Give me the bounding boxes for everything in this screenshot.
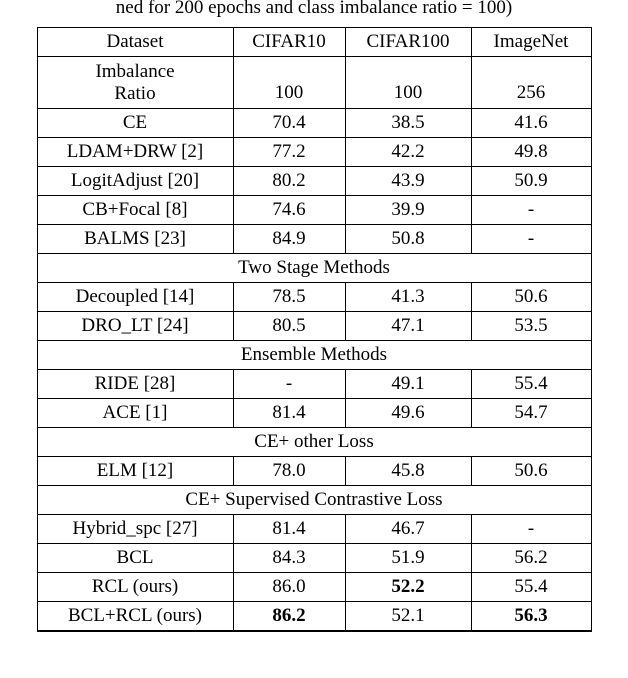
value-cell: 84.3 — [233, 544, 345, 573]
value-cell: - — [471, 515, 591, 544]
header-cell-imagenet: ImageNet — [471, 28, 591, 57]
value-cell: 51.9 — [345, 544, 471, 573]
value-cell: 53.5 — [471, 312, 591, 341]
value-cell: 46.7 — [345, 515, 471, 544]
value-cell: 74.6 — [233, 196, 345, 225]
table-header-row — [37, 28, 591, 57]
table-caption-fragment: ned for 200 epochs and class imbalance ratio = 100) — [115, 0, 513, 18]
value-cell: 55.4 — [471, 573, 591, 602]
section-header: Ensemble Methods — [37, 341, 591, 370]
method-cell: BALMS [23] — [37, 225, 233, 254]
value-cell: 42.2 — [345, 138, 471, 167]
method-cell: BCL — [37, 544, 233, 573]
value-cell: 39.9 — [345, 196, 471, 225]
table-row — [37, 370, 591, 399]
method-cell: RCL (ours) — [37, 573, 233, 602]
value-cell: 50.6 — [471, 457, 591, 486]
value-cell: 52.1 — [345, 602, 471, 631]
table-row — [37, 283, 591, 312]
method-cell: CE — [37, 109, 233, 138]
value-cell: 50.8 — [345, 225, 471, 254]
value-cell: 47.1 — [345, 312, 471, 341]
table-row — [37, 544, 591, 573]
results-table — [37, 27, 592, 632]
method-cell: Decoupled [14] — [37, 283, 233, 312]
section-header: CE+ other Loss — [37, 428, 591, 457]
method-cell: LogitAdjust [20] — [37, 167, 233, 196]
value-cell: 56.2 — [471, 544, 591, 573]
value-cell-best: 86.2 — [233, 602, 345, 631]
header-cell-cifar10: CIFAR10 — [233, 28, 345, 57]
value-cell: 49.6 — [345, 399, 471, 428]
imbalance-ratio-row — [37, 57, 591, 109]
table-row — [37, 167, 591, 196]
value-cell: 41.3 — [345, 283, 471, 312]
method-cell: DRO_LT [24] — [37, 312, 233, 341]
method-cell: RIDE [28] — [37, 370, 233, 399]
imbalance-ratio-label — [37, 57, 233, 109]
section-header-row — [37, 428, 591, 457]
value-cell: 50.9 — [471, 167, 591, 196]
header-cell-cifar100: CIFAR100 — [345, 28, 471, 57]
value-cell: 50.6 — [471, 283, 591, 312]
method-cell: Hybrid_spc [27] — [37, 515, 233, 544]
value-cell: 86.0 — [233, 573, 345, 602]
value-cell: 43.9 — [345, 167, 471, 196]
value-cell: 78.5 — [233, 283, 345, 312]
section-header: CE+ Supervised Contrastive Loss — [37, 486, 591, 515]
section-header-row — [37, 341, 591, 370]
value-cell: 70.4 — [233, 109, 345, 138]
value-cell: - — [471, 196, 591, 225]
table-row — [37, 312, 591, 341]
method-cell: ELM [12] — [37, 457, 233, 486]
value-cell: 84.9 — [233, 225, 345, 254]
header-cell-dataset: Dataset — [37, 28, 233, 57]
imbalance-value-cifar100: 100 — [345, 57, 471, 109]
imbalance-label-line1: Imbalance — [95, 60, 175, 82]
imbalance-label-line2: Ratio — [114, 82, 156, 104]
table-row — [37, 109, 591, 138]
table-row — [37, 515, 591, 544]
value-cell: 80.5 — [233, 312, 345, 341]
value-cell: 55.4 — [471, 370, 591, 399]
value-cell: 45.8 — [345, 457, 471, 486]
table-row — [37, 138, 591, 167]
value-cell: 81.4 — [233, 515, 345, 544]
method-cell: LDAM+DRW [2] — [37, 138, 233, 167]
section-header: Two Stage Methods — [37, 254, 591, 283]
value-cell: 54.7 — [471, 399, 591, 428]
value-cell: 41.6 — [471, 109, 591, 138]
value-cell: - — [471, 225, 591, 254]
value-cell: - — [233, 370, 345, 399]
value-cell: 77.2 — [233, 138, 345, 167]
method-cell: ACE [1] — [37, 399, 233, 428]
value-cell: 49.1 — [345, 370, 471, 399]
table-row — [37, 196, 591, 225]
section-header-row — [37, 486, 591, 515]
section-header-row — [37, 254, 591, 283]
value-cell: 49.8 — [471, 138, 591, 167]
value-cell-best: 52.2 — [345, 573, 471, 602]
method-cell: CB+Focal [8] — [37, 196, 233, 225]
value-cell: 80.2 — [233, 167, 345, 196]
table-row — [37, 573, 591, 602]
table-row — [37, 225, 591, 254]
method-cell: BCL+RCL (ours) — [37, 602, 233, 631]
table-row — [37, 457, 591, 486]
table-row — [37, 399, 591, 428]
value-cell: 38.5 — [345, 109, 471, 138]
table-row — [37, 602, 591, 631]
value-cell: 81.4 — [233, 399, 345, 428]
value-cell: 78.0 — [233, 457, 345, 486]
imbalance-value-cifar10: 100 — [233, 57, 345, 109]
imbalance-value-imagenet: 256 — [471, 57, 591, 109]
value-cell-best: 56.3 — [471, 602, 591, 631]
